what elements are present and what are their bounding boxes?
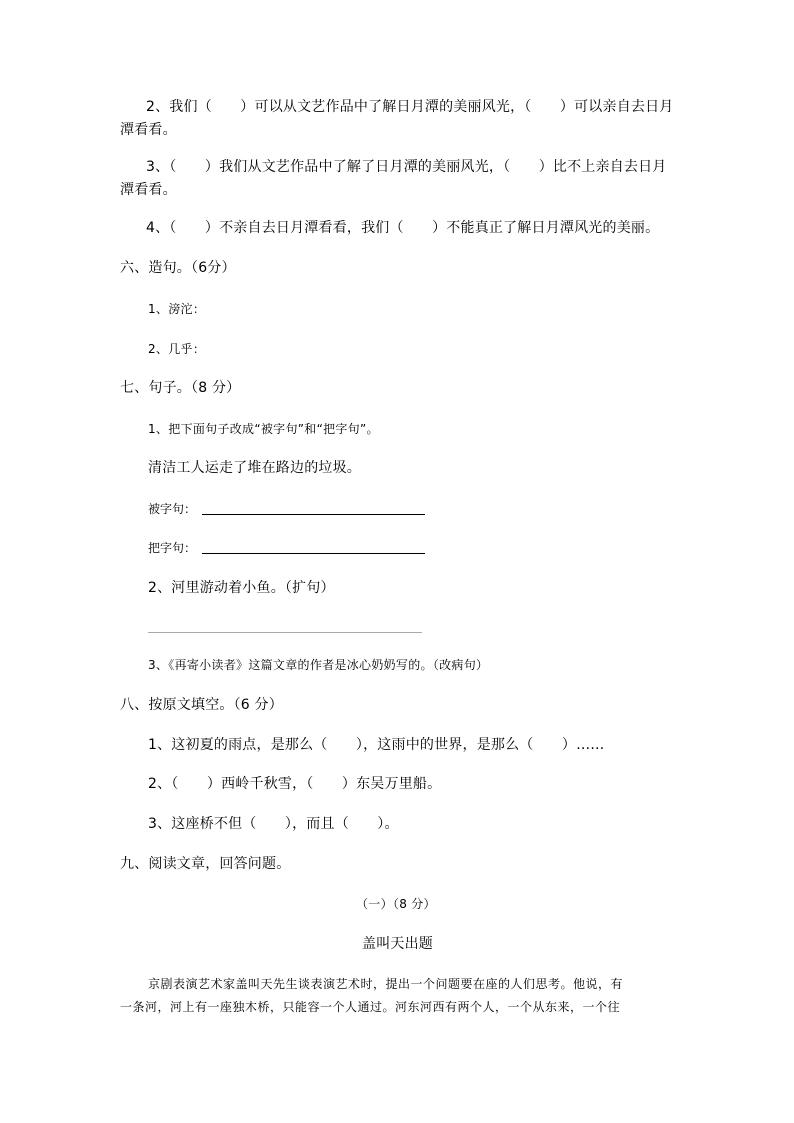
s7-q2: 2、河里游动着小鱼。（扩句） [148, 580, 335, 596]
bei-answer-line[interactable] [202, 514, 425, 515]
s8-q1: 1、这初夏的雨点，是那么（ ），这雨中的世界，是那么（ ）…… [148, 737, 605, 753]
s7-q1: 1、把下面句子改成“被字句”和“把字句”。 [148, 422, 379, 436]
s9-article-title: 盖叫天出题 [362, 936, 433, 952]
s7-q3: 3、《再寄小读者》这篇文章的作者是冰心奶奶写的。（改病句） [148, 658, 489, 672]
s9-para-line1: 京剧表演艺术家盖叫天先生谈表演艺术时，提出一个问题要在座的人们思考。他说，有 [148, 977, 624, 991]
s5-q3-line2: 潭看看。 [120, 182, 177, 198]
s9-part-label: （一）（8 分） [356, 897, 436, 911]
s7-q2-answer-line[interactable] [148, 632, 422, 633]
section8-title: 八、按原文填空。（6 分） [120, 697, 283, 713]
s7-sentence: 清洁工人运走了堆在路边的垃圾。 [148, 460, 361, 476]
s5-q3-line1: 3、（ ）我们从文艺作品中了解了日月潭的美丽风光，（ ）比不上亲自去日月 [146, 159, 667, 175]
s8-q3: 3、这座桥不但（ ），而且（ ）。 [148, 816, 399, 832]
s9-para-line2: 一条河，河上有一座独木桥，只能容一个人通过。河东河西有两个人，一个从东来，一个往 [120, 1000, 621, 1014]
s8-q2: 2、（ ）西岭千秋雪，（ ）东吴万里船。 [148, 776, 442, 792]
section6-title: 六、造句。（6分） [120, 260, 236, 276]
s5-q4: 4、（ ）不亲自去日月潭看看，我们（ ）不能真正了解日月潭风光的美丽。 [146, 220, 660, 236]
s5-q2-line2: 潭看看。 [120, 122, 177, 138]
ba-answer-line[interactable] [202, 553, 425, 554]
section9-title: 九、阅读文章，回答问题。 [120, 856, 291, 872]
ba-label: 把字句： [148, 541, 197, 555]
s6-q1: 1、滂沱： [148, 302, 206, 316]
section7-title: 七、句子。（8 分） [120, 380, 241, 396]
s6-q2: 2、几乎： [148, 342, 206, 356]
s5-q2-line1: 2、我们（ ）可以从文艺作品中了解日月潭的美丽风光，（ ）可以亲自去日月 [146, 99, 674, 115]
bei-label: 被字句： [148, 502, 197, 516]
